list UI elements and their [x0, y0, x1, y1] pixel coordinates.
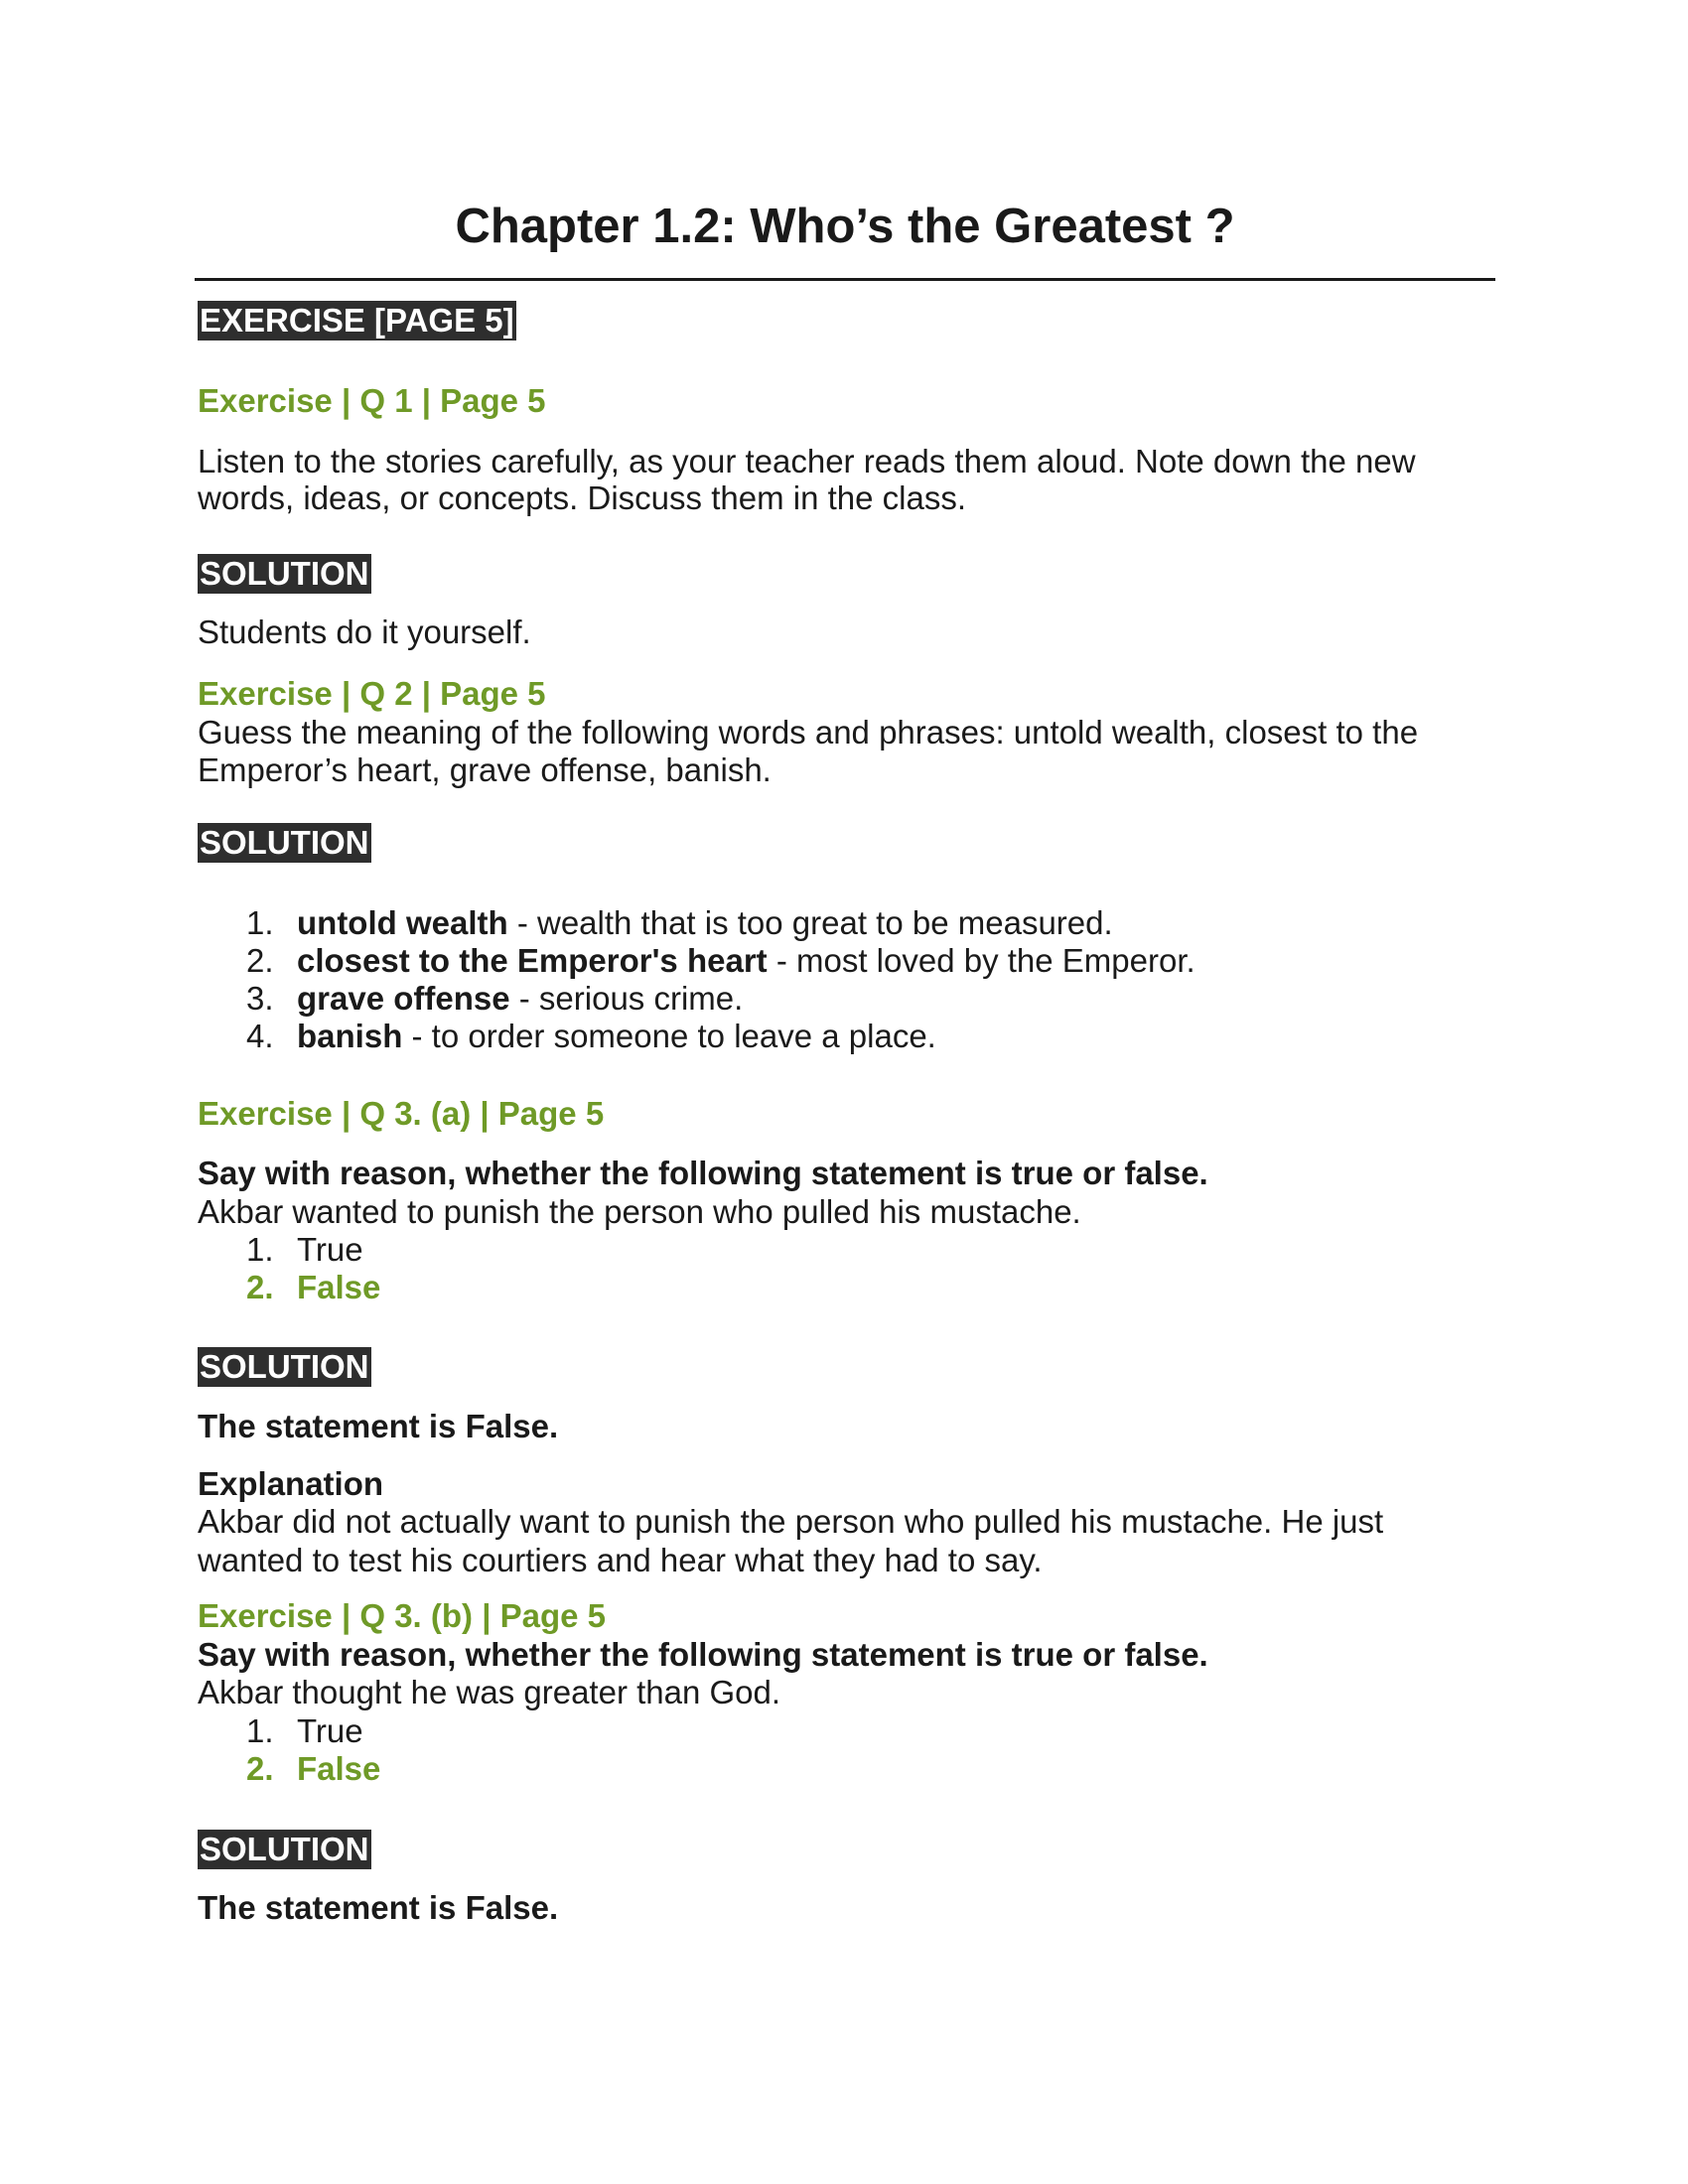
q2-definitions-list — [246, 904, 1196, 1055]
list-number: 2. — [246, 942, 274, 979]
q3a-solution-tag-wrap — [198, 1347, 371, 1387]
title-divider — [195, 278, 1495, 281]
q2-heading: Exercise | Q 2 | Page 5 — [198, 675, 546, 712]
option-true — [246, 1712, 380, 1750]
q3a-options — [246, 1231, 380, 1306]
definition-term: untold wealth — [297, 904, 508, 941]
definition-text: - wealth that is too great to be measured. — [507, 904, 1113, 941]
q1-heading: Exercise | Q 1 | Page 5 — [198, 382, 546, 419]
definition-text: - most loved by the Emperor. — [767, 942, 1196, 979]
option-label: True — [297, 1712, 363, 1749]
option-number: 1. — [246, 1712, 274, 1749]
definition-text: - serious crime. — [509, 980, 744, 1017]
definition-term: closest to the Emperor's heart — [297, 942, 768, 979]
q3a-answer: The statement is False. — [198, 1408, 559, 1444]
q2-solution-tag-wrap — [198, 823, 371, 863]
q1-solution-tag-wrap — [198, 554, 371, 594]
q3b-answer: The statement is False. — [198, 1889, 559, 1926]
q3a-explanation-heading: Explanation — [198, 1465, 384, 1502]
list-number: 3. — [246, 980, 274, 1017]
definition-text: - to order someone to leave a place. — [402, 1018, 936, 1054]
q3b-statement: Akbar thought he was greater than God. — [198, 1674, 781, 1710]
q1-text-line-1: Listen to the stories carefully, as your teacher reads them aloud. Note down the new — [198, 443, 1416, 479]
q3a-explanation-line-2: wanted to test his courtiers and hear what they had to say. — [198, 1542, 1043, 1578]
list-number: 4. — [246, 1018, 274, 1054]
q3b-solution-tag: SOLUTION — [200, 1831, 369, 1867]
q2-solution-tag: SOLUTION — [200, 824, 369, 861]
list-item — [246, 942, 1196, 980]
option-number: 1. — [246, 1231, 274, 1268]
definition-term: grave offense — [297, 980, 510, 1017]
option-true — [246, 1231, 380, 1269]
q1-solution-text: Students do it yourself. — [198, 614, 531, 650]
q3b-prompt: Say with reason, whether the following statement is true or false. — [198, 1636, 1208, 1673]
option-false-correct — [246, 1269, 380, 1306]
q3b-heading: Exercise | Q 3. (b) | Page 5 — [198, 1597, 606, 1634]
q2-text-line-2: Emperor’s heart, grave offense, banish. — [198, 751, 772, 788]
list-item — [246, 904, 1196, 942]
option-false-correct — [246, 1750, 380, 1788]
q3b-solution-tag-wrap — [198, 1830, 371, 1869]
option-number: 2. — [246, 1269, 274, 1305]
q3a-heading: Exercise | Q 3. (a) | Page 5 — [198, 1095, 605, 1132]
q3a-prompt: Say with reason, whether the following statement is true or false. — [198, 1155, 1208, 1191]
q1-solution-tag: SOLUTION — [200, 555, 369, 592]
q3b-options — [246, 1712, 380, 1788]
chapter-title: Chapter 1.2: Who’s the Greatest ? — [455, 200, 1235, 253]
option-label: False — [297, 1269, 381, 1305]
exercise-page-tag: EXERCISE [PAGE 5] — [200, 302, 514, 339]
q1-text-line-2: words, ideas, or concepts. Discuss them in the class. — [198, 479, 966, 516]
list-number: 1. — [246, 904, 274, 941]
q3a-statement: Akbar wanted to punish the person who pulled his mustache. — [198, 1193, 1081, 1230]
list-item — [246, 1018, 1196, 1055]
q3a-explanation-line-1: Akbar did not actually want to punish the person who pulled his mustache. He just — [198, 1503, 1384, 1540]
exercise-page-tag-wrap — [198, 301, 516, 341]
q3a-solution-tag: SOLUTION — [200, 1348, 369, 1385]
list-item — [246, 980, 1196, 1018]
q2-text-line-1: Guess the meaning of the following words and phrases: untold wealth, closest to the — [198, 714, 1419, 751]
option-label: False — [297, 1750, 381, 1787]
definition-term: banish — [297, 1018, 403, 1054]
option-label: True — [297, 1231, 363, 1268]
option-number: 2. — [246, 1750, 274, 1787]
